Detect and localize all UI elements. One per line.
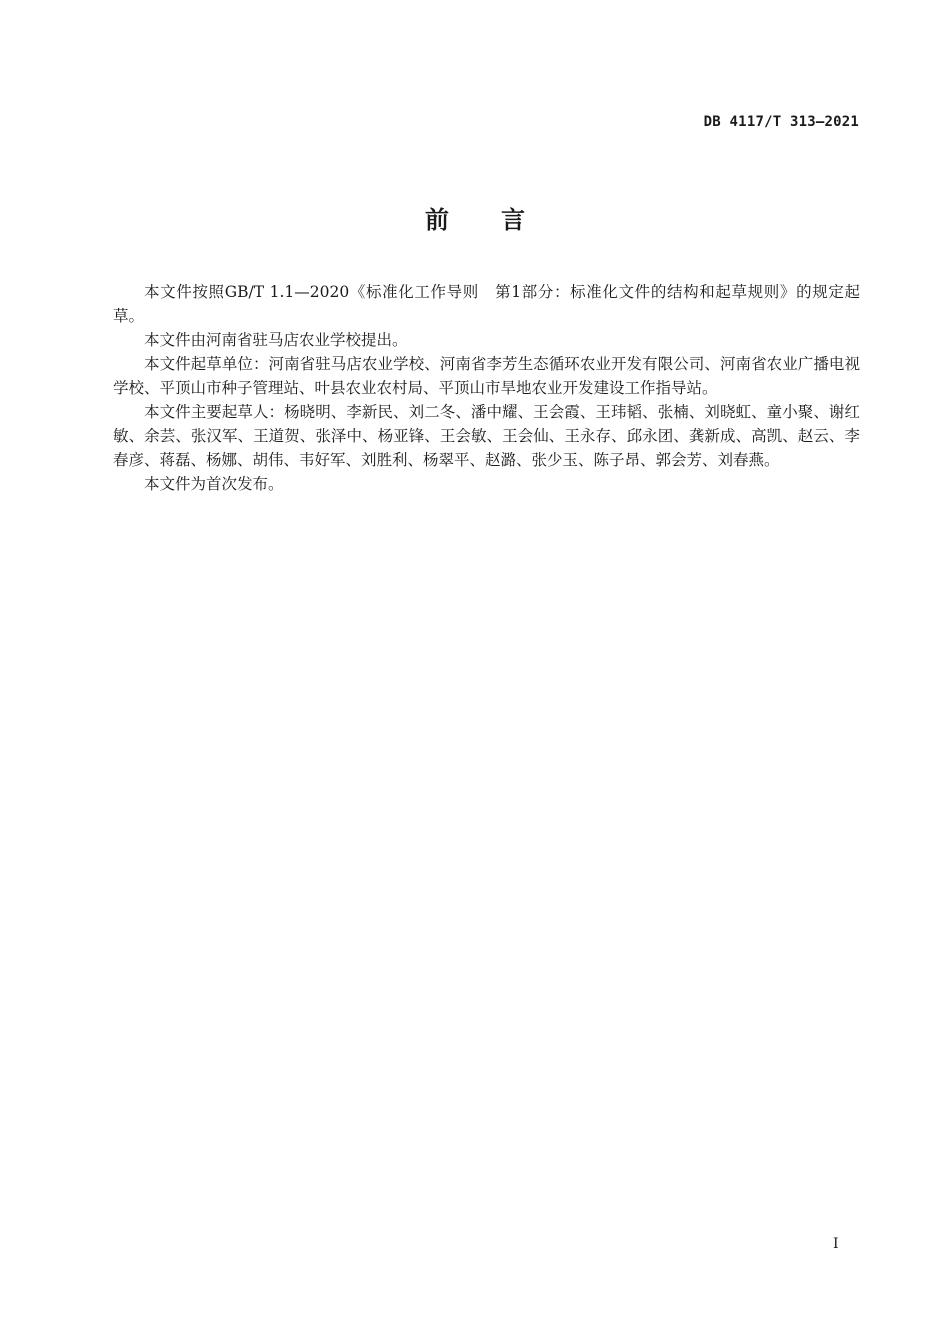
paragraph-drafting-rules: 本文件按照GB/T 1.1—2020《标准化工作导则 第1部分：标准化文件的结构和起草规则》的规定起草。 — [113, 283, 860, 325]
document-code: DB 4117/T 313—2021 — [703, 114, 859, 130]
paragraph-first-release: 本文件为首次发布。 — [144, 475, 284, 493]
page-number: I — [833, 1236, 839, 1252]
foreword-body — [113, 280, 860, 496]
paragraph-drafters: 本文件主要起草人：杨晓明、李新民、刘二冬、潘中耀、王会霞、王玮韬、张楠、刘晓虹、童小聚、谢红敏、余芸、张汉军、王道贺、张泽中、杨亚锋、王会敏、王会仙、王永存、邱永团、龚新成、高凯、赵云、李春彦、蒋磊、杨娜、胡伟、韦好军、刘胜利、杨翠平、赵潞、张少玉、陈子昂、郭会芳、刘春燕。 — [113, 403, 860, 469]
section-title: 前言 — [425, 206, 577, 234]
paragraph-proposer: 本文件由河南省驻马店农业学校提出。 — [144, 331, 408, 349]
paragraph-drafting-units: 本文件起草单位：河南省驻马店农业学校、河南省李芳生态循环农业开发有限公司、河南省农业广播电视学校、平顶山市种子管理站、叶县农业农村局、平顶山市旱地农业开发建设工作指导站。 — [113, 355, 860, 397]
